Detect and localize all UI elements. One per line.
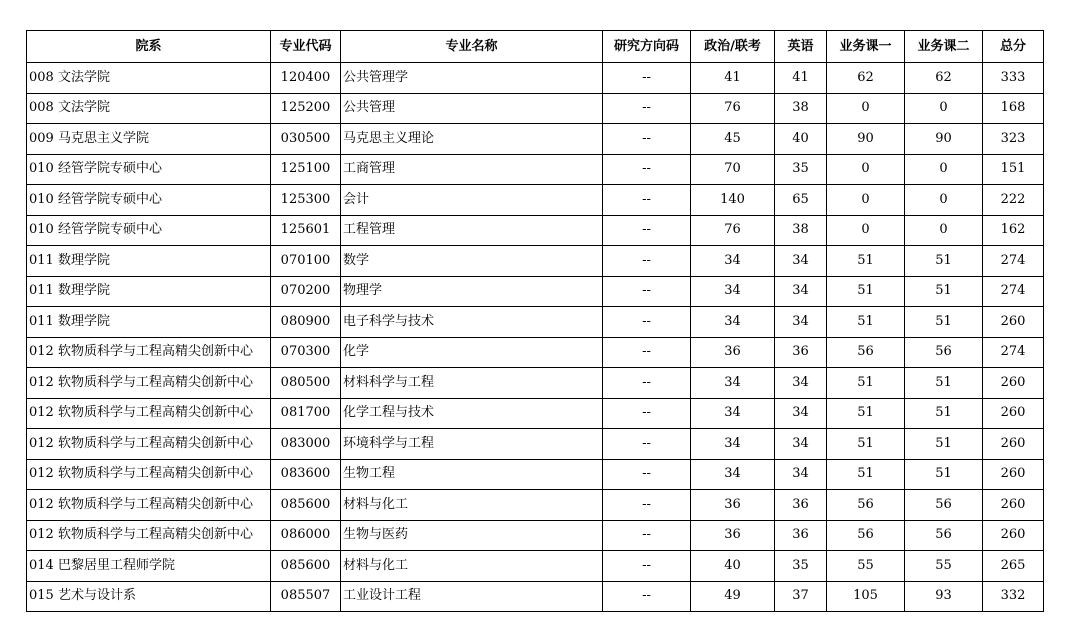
- cell-department: 012 软物质科学与工程高精尖创新中心: [27, 490, 271, 521]
- cell-subject-one: 0: [827, 185, 905, 216]
- cell-total: 332: [983, 581, 1044, 612]
- cell-total: 260: [983, 368, 1044, 399]
- cell-subject-two: 0: [905, 215, 983, 246]
- cell-total: 274: [983, 276, 1044, 307]
- cell-major-code: 030500: [271, 124, 341, 155]
- table-header: [27, 31, 1044, 63]
- cell-research-code: --: [603, 520, 691, 551]
- table-row: [27, 124, 1044, 155]
- cell-department: 012 软物质科学与工程高精尖创新中心: [27, 520, 271, 551]
- cell-politics: 36: [691, 520, 775, 551]
- cell-english: 36: [775, 520, 827, 551]
- cell-total: 260: [983, 459, 1044, 490]
- cell-politics: 34: [691, 276, 775, 307]
- cell-research-code: --: [603, 490, 691, 521]
- cell-english: 35: [775, 154, 827, 185]
- cell-english: 34: [775, 246, 827, 277]
- cell-english: 36: [775, 490, 827, 521]
- cell-department: 010 经管学院专硕中心: [27, 185, 271, 216]
- cell-department: 012 软物质科学与工程高精尖创新中心: [27, 429, 271, 460]
- cell-subject-two: 0: [905, 154, 983, 185]
- cell-research-code: --: [603, 63, 691, 94]
- cell-english: 34: [775, 459, 827, 490]
- cell-major-name: 公共管理: [341, 93, 603, 124]
- cell-major-code: 085600: [271, 551, 341, 582]
- cell-subject-one: 51: [827, 398, 905, 429]
- cell-total: 260: [983, 490, 1044, 521]
- cell-politics: 34: [691, 459, 775, 490]
- cell-total: 168: [983, 93, 1044, 124]
- cell-department: 010 经管学院专硕中心: [27, 215, 271, 246]
- cell-total: 265: [983, 551, 1044, 582]
- cell-politics: 36: [691, 337, 775, 368]
- cell-english: 38: [775, 215, 827, 246]
- cell-department: 012 软物质科学与工程高精尖创新中心: [27, 398, 271, 429]
- cell-major-name: 工商管理: [341, 154, 603, 185]
- cell-total: 260: [983, 307, 1044, 338]
- cell-major-code: 125601: [271, 215, 341, 246]
- cell-major-code: 125300: [271, 185, 341, 216]
- cell-subject-one: 0: [827, 93, 905, 124]
- cell-total: 274: [983, 337, 1044, 368]
- cell-subject-one: 56: [827, 490, 905, 521]
- cell-major-code: 080500: [271, 368, 341, 399]
- cell-major-code: 125100: [271, 154, 341, 185]
- cell-major-code: 120400: [271, 63, 341, 94]
- cell-subject-two: 0: [905, 185, 983, 216]
- cell-total: 333: [983, 63, 1044, 94]
- cell-english: 35: [775, 551, 827, 582]
- cell-research-code: --: [603, 124, 691, 155]
- cell-research-code: --: [603, 215, 691, 246]
- cell-department: 011 数理学院: [27, 307, 271, 338]
- cell-subject-two: 51: [905, 398, 983, 429]
- cell-subject-one: 51: [827, 429, 905, 460]
- cell-department: 009 马克思主义学院: [27, 124, 271, 155]
- cell-english: 40: [775, 124, 827, 155]
- cell-major-name: 化学工程与技术: [341, 398, 603, 429]
- cell-subject-two: 62: [905, 63, 983, 94]
- cell-research-code: --: [603, 246, 691, 277]
- table-row: [27, 551, 1044, 582]
- cell-major-code: 085600: [271, 490, 341, 521]
- cell-research-code: --: [603, 276, 691, 307]
- cell-major-name: 数学: [341, 246, 603, 277]
- table-row: [27, 185, 1044, 216]
- cell-politics: 34: [691, 429, 775, 460]
- cell-subject-two: 93: [905, 581, 983, 612]
- cell-major-code: 083600: [271, 459, 341, 490]
- cell-major-code: 070100: [271, 246, 341, 277]
- cell-english: 34: [775, 398, 827, 429]
- header-politics: 政治/联考: [691, 31, 775, 63]
- cell-subject-two: 56: [905, 490, 983, 521]
- cell-subject-two: 51: [905, 368, 983, 399]
- cell-subject-two: 90: [905, 124, 983, 155]
- cell-politics: 140: [691, 185, 775, 216]
- table-row: [27, 337, 1044, 368]
- cell-research-code: --: [603, 398, 691, 429]
- cell-department: 011 数理学院: [27, 246, 271, 277]
- cell-research-code: --: [603, 337, 691, 368]
- cell-subject-two: 51: [905, 276, 983, 307]
- cell-department: 012 软物质科学与工程高精尖创新中心: [27, 368, 271, 399]
- cell-english: 34: [775, 307, 827, 338]
- cell-subject-two: 51: [905, 307, 983, 338]
- table-row: [27, 307, 1044, 338]
- cell-major-code: 085507: [271, 581, 341, 612]
- cell-major-name: 化学: [341, 337, 603, 368]
- cell-total: 323: [983, 124, 1044, 155]
- cell-politics: 34: [691, 368, 775, 399]
- cell-english: 34: [775, 368, 827, 399]
- header-major-code: 专业代码: [271, 31, 341, 63]
- cell-subject-one: 51: [827, 368, 905, 399]
- cell-politics: 41: [691, 63, 775, 94]
- table-row: [27, 429, 1044, 460]
- cell-major-code: 081700: [271, 398, 341, 429]
- cell-major-code: 086000: [271, 520, 341, 551]
- cell-major-code: 070300: [271, 337, 341, 368]
- cell-major-name: 会计: [341, 185, 603, 216]
- header-research-code: 研究方向码: [603, 31, 691, 63]
- cell-total: 260: [983, 520, 1044, 551]
- cell-research-code: --: [603, 551, 691, 582]
- cell-major-code: 080900: [271, 307, 341, 338]
- cell-subject-one: 56: [827, 520, 905, 551]
- cell-major-name: 工程管理: [341, 215, 603, 246]
- header-total: 总分: [983, 31, 1044, 63]
- header-subject-two: 业务课二: [905, 31, 983, 63]
- table-row: [27, 398, 1044, 429]
- cell-major-name: 材料与化工: [341, 551, 603, 582]
- cell-research-code: --: [603, 185, 691, 216]
- cell-subject-one: 62: [827, 63, 905, 94]
- cell-total: 274: [983, 246, 1044, 277]
- cell-subject-one: 56: [827, 337, 905, 368]
- cell-department: 008 文法学院: [27, 93, 271, 124]
- cell-subject-two: 56: [905, 520, 983, 551]
- header-english: 英语: [775, 31, 827, 63]
- cell-research-code: --: [603, 154, 691, 185]
- cell-major-name: 物理学: [341, 276, 603, 307]
- cell-research-code: --: [603, 368, 691, 399]
- score-table: [26, 30, 1044, 612]
- table-row: [27, 581, 1044, 612]
- cell-english: 34: [775, 276, 827, 307]
- cell-politics: 45: [691, 124, 775, 155]
- table-row: [27, 154, 1044, 185]
- cell-politics: 76: [691, 215, 775, 246]
- cell-major-name: 公共管理学: [341, 63, 603, 94]
- cell-major-name: 材料科学与工程: [341, 368, 603, 399]
- cell-department: 012 软物质科学与工程高精尖创新中心: [27, 337, 271, 368]
- cell-subject-two: 51: [905, 459, 983, 490]
- cell-major-name: 工业设计工程: [341, 581, 603, 612]
- cell-politics: 49: [691, 581, 775, 612]
- cell-research-code: --: [603, 429, 691, 460]
- cell-major-name: 生物工程: [341, 459, 603, 490]
- cell-english: 34: [775, 429, 827, 460]
- cell-politics: 36: [691, 490, 775, 521]
- table-row: [27, 215, 1044, 246]
- cell-total: 260: [983, 429, 1044, 460]
- cell-politics: 34: [691, 398, 775, 429]
- cell-subject-two: 51: [905, 429, 983, 460]
- cell-subject-one: 0: [827, 215, 905, 246]
- cell-english: 65: [775, 185, 827, 216]
- cell-research-code: --: [603, 581, 691, 612]
- cell-subject-two: 55: [905, 551, 983, 582]
- cell-total: 260: [983, 398, 1044, 429]
- cell-subject-one: 0: [827, 154, 905, 185]
- cell-subject-one: 51: [827, 246, 905, 277]
- cell-subject-one: 105: [827, 581, 905, 612]
- cell-research-code: --: [603, 459, 691, 490]
- cell-politics: 34: [691, 307, 775, 338]
- table-row: [27, 246, 1044, 277]
- cell-major-name: 材料与化工: [341, 490, 603, 521]
- cell-subject-one: 51: [827, 459, 905, 490]
- header-major-name: 专业名称: [341, 31, 603, 63]
- cell-department: 008 文法学院: [27, 63, 271, 94]
- cell-major-name: 生物与医药: [341, 520, 603, 551]
- cell-department: 011 数理学院: [27, 276, 271, 307]
- cell-major-code: 125200: [271, 93, 341, 124]
- cell-major-code: 083000: [271, 429, 341, 460]
- cell-major-name: 环境科学与工程: [341, 429, 603, 460]
- cell-subject-two: 51: [905, 246, 983, 277]
- cell-subject-two: 56: [905, 337, 983, 368]
- cell-total: 151: [983, 154, 1044, 185]
- score-table-container: [26, 30, 1043, 612]
- cell-english: 37: [775, 581, 827, 612]
- cell-department: 015 艺术与设计系: [27, 581, 271, 612]
- header-row: [27, 31, 1044, 63]
- cell-department: 010 经管学院专硕中心: [27, 154, 271, 185]
- cell-total: 222: [983, 185, 1044, 216]
- cell-english: 38: [775, 93, 827, 124]
- header-department: 院系: [27, 31, 271, 63]
- cell-major-name: 电子科学与技术: [341, 307, 603, 338]
- cell-politics: 70: [691, 154, 775, 185]
- table-body: [27, 63, 1044, 612]
- cell-politics: 34: [691, 246, 775, 277]
- cell-subject-two: 0: [905, 93, 983, 124]
- cell-subject-one: 51: [827, 307, 905, 338]
- cell-total: 162: [983, 215, 1044, 246]
- table-row: [27, 520, 1044, 551]
- cell-english: 36: [775, 337, 827, 368]
- table-row: [27, 93, 1044, 124]
- cell-department: 012 软物质科学与工程高精尖创新中心: [27, 459, 271, 490]
- cell-politics: 76: [691, 93, 775, 124]
- header-subject-one: 业务课一: [827, 31, 905, 63]
- cell-english: 41: [775, 63, 827, 94]
- table-row: [27, 368, 1044, 399]
- cell-politics: 40: [691, 551, 775, 582]
- cell-research-code: --: [603, 93, 691, 124]
- cell-department: 014 巴黎居里工程师学院: [27, 551, 271, 582]
- cell-research-code: --: [603, 307, 691, 338]
- table-row: [27, 63, 1044, 94]
- table-row: [27, 276, 1044, 307]
- table-row: [27, 459, 1044, 490]
- table-row: [27, 490, 1044, 521]
- cell-subject-one: 51: [827, 276, 905, 307]
- cell-major-code: 070200: [271, 276, 341, 307]
- cell-subject-one: 90: [827, 124, 905, 155]
- cell-subject-one: 55: [827, 551, 905, 582]
- cell-major-name: 马克思主义理论: [341, 124, 603, 155]
